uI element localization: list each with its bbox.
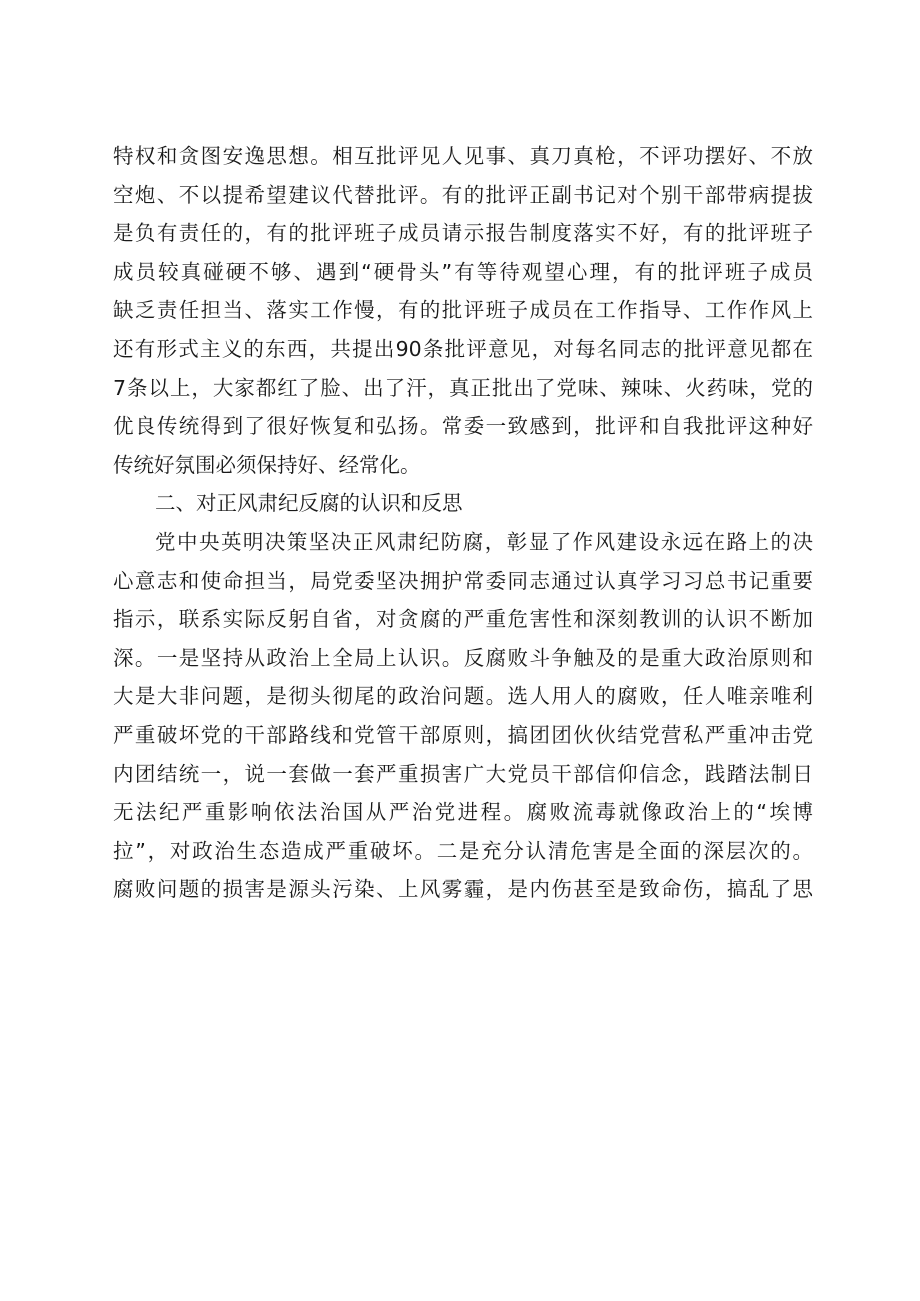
text-line: 传统好氛围必须保持好、经常化。 (113, 452, 421, 477)
text-line: 缺乏责任担当、落实工作慢，有的批评班子成员在工作指导、工作作风上 (113, 298, 813, 323)
text-line: 特权和贪图安逸思想。相互批评见人见事、真刀真枪，不评功摆好、不放 (113, 144, 813, 168)
text-line: 无法纪严重影响依法治国从严治党进程。腐败流毒就像政治上的“埃博 (113, 800, 813, 825)
document-body (113, 137, 813, 909)
text-line: 大是大非问题，是彻头彻尾的政治问题。选人用人的腐败，任人唯亲唯利 (113, 684, 813, 709)
text-line: 成员较真碰硬不够、遇到“硬骨头”有等待观望心理，有的批评班子成员 (113, 259, 813, 284)
text-line: 拉”，对政治生态造成严重破坏。二是充分认清危害是全面的深层次的。 (113, 838, 813, 863)
text-line: 党中央英明决策坚决正风肃纪防腐，彰显了作风建设永远在路上的决 (155, 529, 813, 554)
text-line: 空炮、不以提希望建议代替批评。有的批评正副书记对个别干部带病提拔 (113, 182, 813, 207)
text-line: 是负有责任的，有的批评班子成员请示报告制度落实不好，有的批评班子 (113, 221, 813, 246)
text-line: 内团结统一，说一套做一套严重损害广大党员干部信仰信念，践踏法制日 (113, 761, 813, 786)
text-line: 指示，联系实际反躬自省，对贪腐的严重危害性和深刻教训的认识不断加 (113, 607, 813, 632)
text-line: 心意志和使命担当，局党委坚决拥护常委同志通过认真学习习总书记重要 (113, 568, 813, 593)
text-line: 腐败问题的损害是源头污染、上风雾霾，是内伤甚至是致命伤，搞乱了思 (113, 877, 813, 902)
section-heading: 二、对正风肃纪反腐的认识和反思 (155, 491, 463, 516)
text-line: 还有形式主义的东西，共提出90条批评意见，对每名同志的批评意见都在 (113, 336, 813, 361)
text-line: 深。一是坚持从政治上全局上认识。反腐败斗争触及的是重大政治原则和 (113, 645, 813, 670)
text-line: 严重破坏党的干部路线和党管干部原则，搞团团伙伙结党营私严重冲击党 (113, 722, 813, 747)
text-line: 优良传统得到了很好恢复和弘扬。常委一致感到，批评和自我批评这种好 (113, 414, 813, 439)
text-line: 7条以上，大家都红了脸、出了汗，真正批出了党味、辣味、火药味，党的 (113, 375, 813, 400)
